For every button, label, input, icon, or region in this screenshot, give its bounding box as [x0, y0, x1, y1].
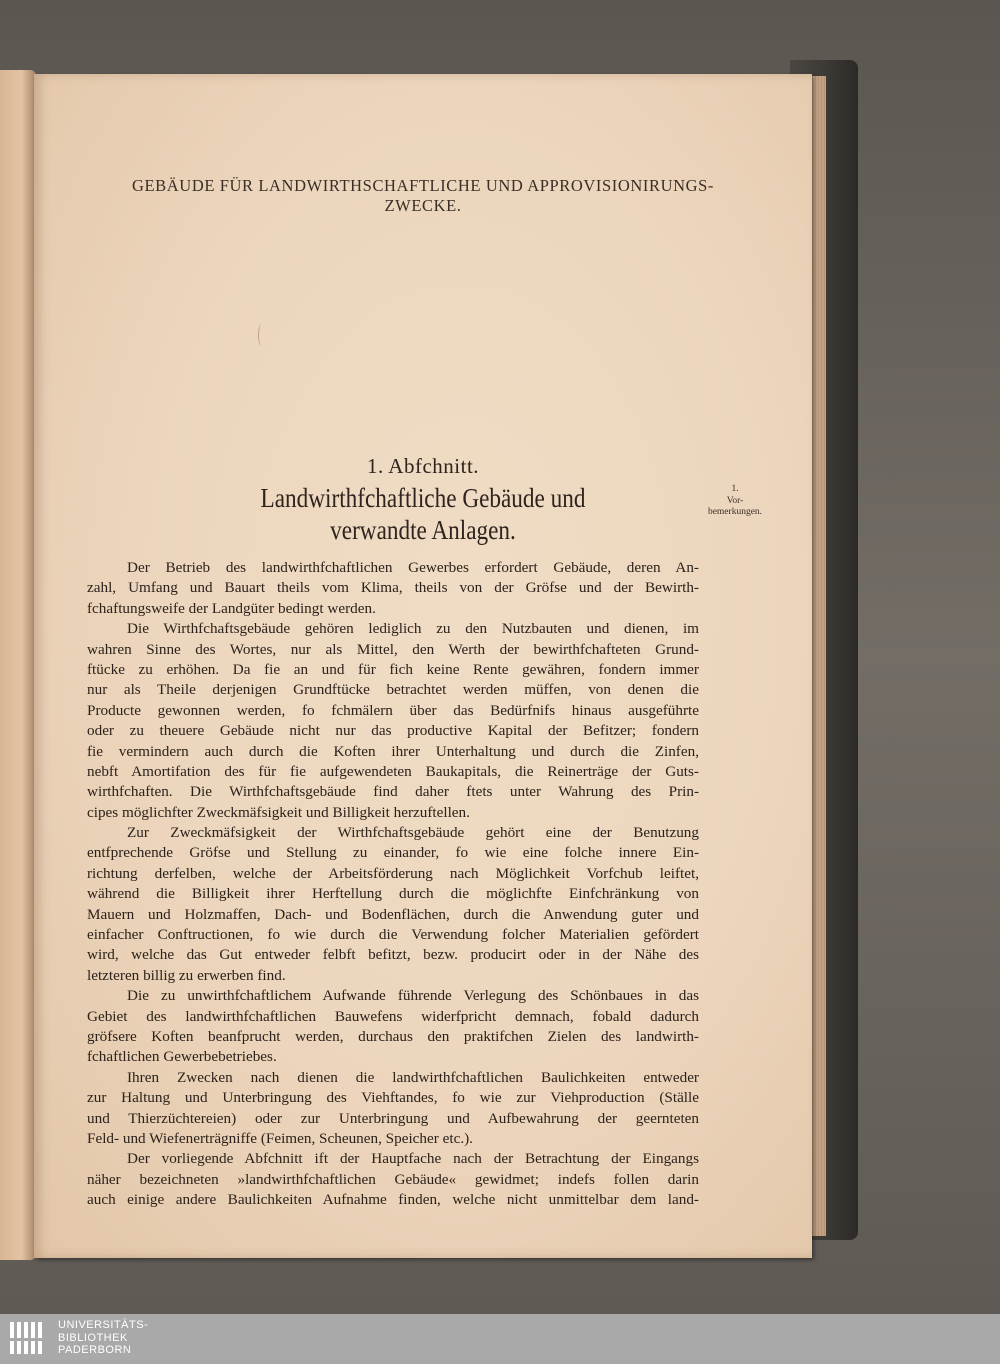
- text-line: fie vermindern auch durch die Koften ihrer Unterhaltung und durch die Zinfen,: [87, 742, 699, 760]
- library-name-line: PADERBORN: [58, 1344, 132, 1356]
- paper-mark: [258, 324, 265, 346]
- text-line: Die zu unwirthfchaftlichem Aufwande führende Verlegung des Schönbaues in das: [127, 987, 699, 1005]
- text-line: cipes möglichfter Zweckmäfsigkeit und Billigkeit herzuftellen.: [87, 803, 470, 821]
- text-line: wahren Sinne des Wortes, nur als Mittel, den Werth der bewirthfchafteten Grund-: [87, 640, 699, 658]
- text-line: wird, welche das Gut entweder felbft befitzt, bezw. producirt oder in der Nähe des: [87, 946, 699, 964]
- section-title-line: verwandte Anlagen.: [330, 515, 516, 545]
- text-line: während die Billigkeit ihrer Herftellung durch die möglichfte Einfchränkung von: [87, 885, 699, 903]
- text-line: einfacher Conftructionen, fo wie durch die Verwendung folcher Materialien gefördert: [87, 926, 699, 944]
- text-line: Feld- und Wiefenerträgniffe (Feimen, Scheunen, Speicher etc.).: [87, 1129, 473, 1147]
- text-line: Producte gewonnen werden, fo fchmälern über das Bedürfnifs hinaus ausgeführte: [87, 701, 699, 719]
- text-line: fchaftungsweife der Landgüter bedingt werden.: [87, 599, 376, 617]
- text-line: Zur Zweckmäfsigkeit der Wirthfchaftsgebäude gehört eine der Benutzung: [127, 824, 699, 842]
- text-line: Die Wirthfchaftsgebäude gehören lediglich zu den Nutzbauten und dienen, im: [127, 620, 699, 638]
- library-footer: [0, 1314, 1000, 1364]
- book-page: [34, 74, 812, 1258]
- margin-note: [702, 484, 768, 519]
- text-line: zahl, Umfang und Bauart theils vom Klima, theils von der Gröfse und der Bewirth-: [87, 579, 699, 597]
- text-line: fchaftlichen Gewerbebetriebes.: [87, 1048, 277, 1066]
- text-line: Gebiet des landwirthfchaftlichen Bauwefens widerfpricht demnach, fobald dadurch: [87, 1007, 699, 1025]
- text-line: entfprechende Gröfse und Stellung zu einander, fo wie eine folche innere Ein-: [87, 844, 699, 862]
- text-line: Ihren Zwecken nach dienen die landwirthfchaftlichen Baulichkeiten entweder: [127, 1068, 699, 1086]
- library-name-line: BIBLIOTHEK: [58, 1331, 128, 1344]
- text-line: richtung derfelben, welche der Arbeitsförderung nach Möglichkeit Vorfchub leiftet,: [87, 864, 699, 882]
- text-line: Mauern und Holzmaffen, Dach- und Bodenflächen, durch die Anwendung guter und: [87, 905, 699, 923]
- text-line: wirthfchaften. Die Wirthfchaftsgebäude find daher ftets unter Wahrung des Prin-: [87, 783, 699, 801]
- running-title: [34, 176, 812, 216]
- library-logo-icon: [8, 1318, 48, 1358]
- margin-note-number: 1.: [731, 484, 739, 494]
- text-line: näher bezeichneten »landwirthfchaftlichen Gebäude« gewidmet; indefs follen darin: [87, 1170, 699, 1188]
- margin-note-line: bemerkungen.: [707, 507, 763, 517]
- library-name: [58, 1319, 258, 1357]
- text-line: Der vorliegende Abfchnitt ift der Hauptfache nach der Betrachtung der Eingangs: [127, 1150, 699, 1168]
- facing-page-edge: [0, 70, 36, 1260]
- running-title-line: ZWECKE.: [384, 196, 462, 215]
- section-title-line: Landwirthfchaftliche Gebäude und: [260, 483, 586, 513]
- text-line: Der Betrieb des landwirthfchaftlichen Gewerbes erfordert Gebäude, deren An-: [127, 559, 699, 576]
- running-title-line: GEBÄUDE FÜR LANDWIRTHSCHAFTLICHE UND APPROVISIONIRUNGS-: [131, 176, 715, 195]
- text-line: nur als Theile derjenigen Grundftücke betrachtet werden müffen, von denen die: [87, 681, 699, 699]
- text-line: auch einige andere Baulichkeiten Aufnahme finden, welche nicht unmittelbar dem land-: [87, 1191, 699, 1209]
- body-text: [87, 486, 699, 1211]
- text-line: zur Haltung und Unterbringung des Viehftandes, fo wie zur Viehproduction (Ställe: [87, 1089, 699, 1107]
- text-line: und Thierzüchtereien) oder zur Unterbringung und Aufbewahrung der geernteten: [87, 1109, 699, 1127]
- section-number: 1. Abfchnitt.: [366, 454, 480, 478]
- text-line: gröfsere Koften beanfprucht werden, durchaus den praktifchen Zielen des landwirth-: [87, 1027, 699, 1045]
- text-line: oder zu theuere Gebäude nicht nur das productive Kapital der Befitzer; fondern: [87, 722, 699, 740]
- library-name-line: UNIVERSITÄTS-: [58, 1319, 149, 1331]
- text-line: letzteren billig zu erwerben find.: [87, 966, 286, 984]
- margin-note-line: Vor-: [726, 495, 744, 506]
- text-line: ftücke zu erhöhen. Da fie an und für fich keine Rente gewähren, fondern immer: [87, 660, 699, 678]
- text-line: nebft Amortifation des für fie aufgewendeten Baukapitals, die Reinerträge der Guts-: [87, 762, 699, 780]
